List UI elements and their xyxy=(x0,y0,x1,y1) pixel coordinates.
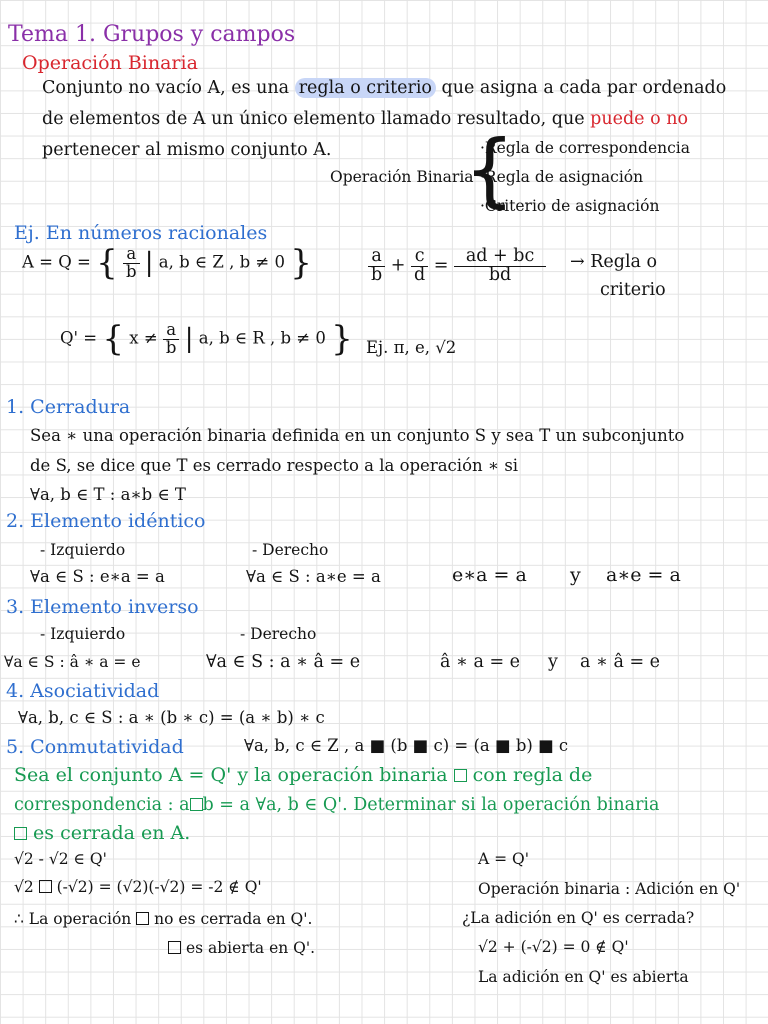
definition-line-2 xyxy=(42,111,688,129)
exercise-text-3: es cerrada en A. xyxy=(33,822,191,844)
section-2-right-label: - Derecho xyxy=(252,541,329,559)
solution-line-4 xyxy=(168,941,315,957)
definition-line-3: pertenecer al mismo conjunto A. xyxy=(42,140,332,160)
irrationals-x: x ≠ xyxy=(129,328,158,348)
separator-bar-2: | xyxy=(184,324,194,354)
exercise-line-2 xyxy=(14,797,659,815)
rule-label-1: → Regla o xyxy=(570,252,658,272)
curly-brace-icon: { xyxy=(464,123,515,216)
section-2-y: y xyxy=(570,564,581,586)
fraction-a-over-b: $\frac{a}{b}$ xyxy=(368,248,385,284)
right-brace-icon: } xyxy=(290,243,312,283)
right-brace-icon-2: } xyxy=(331,319,353,359)
square-operator-icon-6 xyxy=(168,941,181,954)
section-1-line-1: Sea ∗ una operación binaria definida en un conjunto S y sea T un subconjunto xyxy=(30,426,685,445)
solution-2a: √2 xyxy=(14,878,34,896)
section-5-formula: ∀a, b, c ∈ Z , a ■ (b ■ c) = (a ■ b) ■ c xyxy=(244,736,569,755)
exercise-line-3 xyxy=(14,824,190,843)
fraction-sum: $\frac{a}{b}$ + $\frac{c}{d}$ = $\frac{ad + bc}{bd}$ xyxy=(368,248,546,284)
side-line-5: La adición en Q' es abierta xyxy=(478,968,689,986)
section-2-right-formula: ∀a ∈ S : a∗e = a xyxy=(246,567,381,586)
fraction-a-b-2: $\frac{a}{b}$ xyxy=(163,322,180,356)
section-3-both-2: a ∗ â = e xyxy=(580,652,661,672)
side-line-4: √2 + (-√2) = 0 ∉ Q' xyxy=(478,938,629,956)
exercise-line-1 xyxy=(14,766,592,785)
square-operator-icon-5 xyxy=(136,912,149,925)
solution-line-2 xyxy=(14,880,262,896)
exercise-text-2a: correspondencia : a xyxy=(14,795,190,815)
exercise-text-1b: con regla de xyxy=(472,764,593,786)
definition-text-2: de elementos de A un único elemento llamado resultado, que xyxy=(42,109,591,129)
left-brace-icon: { xyxy=(96,243,118,283)
solution-2b: (-√2) = (√2)(-√2) = -2 ∉ Q' xyxy=(56,878,262,896)
definition-line-1 xyxy=(42,80,726,98)
fraction-c-over-d: $\frac{c}{d}$ xyxy=(411,248,428,284)
side-line-2: Operación binaria : Adición en Q' xyxy=(478,880,741,898)
solution-3a: ∴ La operación xyxy=(14,910,132,928)
solution-3b: no es cerrada en Q'. xyxy=(154,910,313,928)
section-3-title: 3. Elemento inverso xyxy=(6,596,199,618)
side-line-3: ¿La adición en Q' es cerrada? xyxy=(462,909,695,927)
side-line-1: A = Q' xyxy=(478,850,530,868)
section-3-left-formula: ∀a ∈ S : â ∗ a = e xyxy=(4,653,141,671)
rationals-lhs: A = Q = xyxy=(22,252,91,272)
section-3-right-formula: ∀a ∈ S : a ∗ â = e xyxy=(206,652,361,672)
subtitle: Operación Binaria xyxy=(22,52,198,74)
section-2-both-1: e∗a = a xyxy=(452,564,527,586)
square-operator-icon-3 xyxy=(14,827,27,840)
section-3-both-1: â ∗ a = e xyxy=(440,652,521,672)
exercise-text-1a: Sea el conjunto A = Q' y la operación binaria xyxy=(14,764,448,786)
section-3-right-label: - Derecho xyxy=(240,625,317,643)
section-4-title: 4. Asociatividad xyxy=(6,680,160,702)
section-3-left-label: - Izquierdo xyxy=(40,625,126,643)
binary-op-item-3: ·Criterio de asignación xyxy=(480,197,660,215)
section-1-line-2: de S, se dice que T es cerrado respecto a la operación ∗ si xyxy=(30,456,519,475)
square-operator-icon-2 xyxy=(190,798,203,811)
square-operator-icon xyxy=(454,769,467,782)
section-2-both-2: a∗e = a xyxy=(606,564,681,586)
definition-text-after: que asigna a cada par ordenado xyxy=(435,78,727,98)
page-title: Tema 1. Grupos y campos xyxy=(8,22,296,47)
irrationals-lhs: Q' = xyxy=(60,328,98,348)
binary-op-item-2: ·Regla de asignación xyxy=(480,168,644,186)
irrationals-condition: a, b ∈ R , b ≠ 0 xyxy=(198,328,326,348)
fraction-result: $\frac{ad + bc}{bd}$ xyxy=(454,248,546,284)
rationals-condition: a, b ∈ Z , b ≠ 0 xyxy=(158,252,285,272)
section-2-title: 2. Elemento idéntico xyxy=(6,510,206,532)
solution-4b: es abierta en Q'. xyxy=(185,939,316,957)
separator-bar: | xyxy=(144,248,154,278)
binary-op-label: Operación Binaria xyxy=(330,168,474,186)
rule-label-2: criterio xyxy=(600,280,666,300)
puede-o-no: puede o no xyxy=(590,109,688,129)
section-2-left-label: - Izquierdo xyxy=(40,541,126,559)
left-brace-icon-2: { xyxy=(102,319,125,359)
rationals-set xyxy=(22,243,312,283)
section-4-formula: ∀a, b, c ∈ S : a ∗ (b ∗ c) = (a ∗ b) ∗ c xyxy=(18,708,325,727)
section-2-left-formula: ∀a ∈ S : e∗a = a xyxy=(30,567,165,586)
exercise-text-2b: b = a ∀a, b ∈ Q'. Determinar si la operación binaria xyxy=(202,795,660,815)
irrationals-set xyxy=(60,319,353,359)
definition-text: Conjunto no vacío A, es una xyxy=(42,78,295,98)
section-5-title: 5. Conmutatividad xyxy=(6,736,184,758)
square-operator-icon-4 xyxy=(39,880,52,893)
binary-op-item-1: ·Regla de correspondencia xyxy=(480,139,690,157)
irrationals-example: Ej. π, e, √2 xyxy=(366,338,457,357)
section-1-title: 1. Cerradura xyxy=(6,396,131,418)
highlight-regla: regla o criterio xyxy=(295,78,436,98)
solution-line-3 xyxy=(14,912,312,928)
solution-line-1: √2 - √2 ∈ Q' xyxy=(14,850,107,868)
section-1-line-3: ∀a, b ∈ T : a∗b ∈ T xyxy=(30,485,186,504)
section-3-y: y xyxy=(548,652,558,672)
example-heading: Ej. En números racionales xyxy=(14,222,268,244)
fraction-a-b: $\frac{a}{b}$ xyxy=(123,246,140,280)
